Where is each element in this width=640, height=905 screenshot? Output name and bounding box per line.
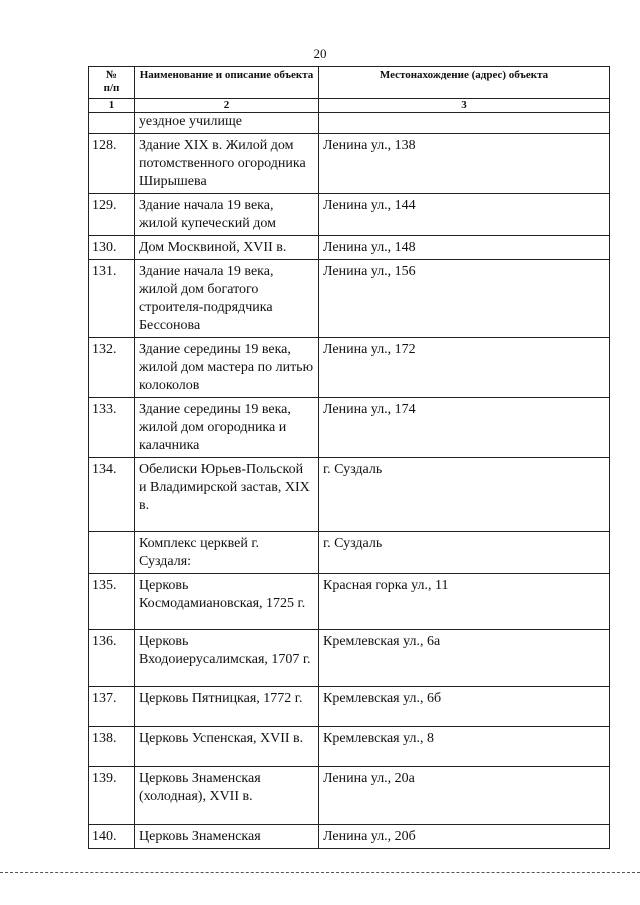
row-num: 128.: [89, 134, 135, 194]
table-row: [89, 236, 610, 260]
header-name: Наименование и описание объекта: [135, 67, 319, 99]
row-name: Церковь Космодамиановская, 1725 г.: [135, 574, 319, 630]
header-address: Местонахождение (адрес) объекта: [319, 67, 610, 99]
row-address: Ленина ул., 148: [319, 236, 610, 260]
row-address: Кремлевская ул., 6а: [319, 630, 610, 687]
table-row: [89, 113, 610, 134]
row-num: 129.: [89, 194, 135, 236]
table-row: [89, 134, 610, 194]
header-num: № п/п: [89, 67, 135, 99]
table-row: [89, 574, 610, 630]
table-row: [89, 260, 610, 338]
table-row: [89, 687, 610, 727]
row-num: 130.: [89, 236, 135, 260]
row-name: Дом Москвиной, XVII в.: [135, 236, 319, 260]
table-row: [89, 767, 610, 825]
row-num: 135.: [89, 574, 135, 630]
row-name: Здание начала 19 века, жилой купеческий дом: [135, 194, 319, 236]
row-name: Церковь Входоиерусалимская, 1707 г.: [135, 630, 319, 687]
row-name: уездное училище: [135, 113, 319, 134]
table-row: [89, 727, 610, 767]
row-address: Кремлевская ул., 8: [319, 727, 610, 767]
row-name: Здание середины 19 века, жилой дом огородника и калачника: [135, 398, 319, 458]
row-num: 132.: [89, 338, 135, 398]
row-name: Комплекс церквей г. Суздаля:: [135, 532, 319, 574]
row-num: 131.: [89, 260, 135, 338]
heritage-objects-table: [88, 66, 610, 849]
row-address: Красная горка ул., 11: [319, 574, 610, 630]
table-row: [89, 630, 610, 687]
row-address: г. Суздаль: [319, 458, 610, 532]
row-address: Ленина ул., 20б: [319, 825, 610, 849]
table-row: [89, 825, 610, 849]
row-address: Ленина ул., 174: [319, 398, 610, 458]
row-address: Ленина ул., 144: [319, 194, 610, 236]
page-bottom-divider: [0, 872, 640, 873]
row-address: Ленина ул., 156: [319, 260, 610, 338]
row-address: Ленина ул., 138: [319, 134, 610, 194]
column-number: 3: [319, 99, 610, 113]
row-name: Здание XIX в. Жилой дом потомственного огородника Ширышева: [135, 134, 319, 194]
table-row: [89, 532, 610, 574]
row-name: Церковь Знаменская (холодная), XVII в.: [135, 767, 319, 825]
row-name: Церковь Знаменская: [135, 825, 319, 849]
row-num: 139.: [89, 767, 135, 825]
row-name: Церковь Пятницкая, 1772 г.: [135, 687, 319, 727]
row-num: 138.: [89, 727, 135, 767]
row-num: [89, 113, 135, 134]
row-address: Ленина ул., 20а: [319, 767, 610, 825]
table-header-row: [89, 67, 610, 99]
column-number: 1: [89, 99, 135, 113]
row-name: Церковь Успенская, XVII в.: [135, 727, 319, 767]
table-row: [89, 458, 610, 532]
row-address: Кремлевская ул., 6б: [319, 687, 610, 727]
table-row: [89, 398, 610, 458]
table-row: [89, 338, 610, 398]
row-num: 137.: [89, 687, 135, 727]
row-num: 140.: [89, 825, 135, 849]
row-name: Здание середины 19 века, жилой дом мастера по литью колоколов: [135, 338, 319, 398]
row-num: 134.: [89, 458, 135, 532]
column-number: 2: [135, 99, 319, 113]
row-name: Здание начала 19 века, жилой дом богатого строителя-подрядчика Бессонова: [135, 260, 319, 338]
row-address: г. Суздаль: [319, 532, 610, 574]
row-address: [319, 113, 610, 134]
table-row: [89, 194, 610, 236]
row-num: [89, 532, 135, 574]
row-address: Ленина ул., 172: [319, 338, 610, 398]
row-name: Обелиски Юрьев-Польской и Владимирской застав, XIX в.: [135, 458, 319, 532]
column-number-row: [89, 99, 610, 113]
page-number: 20: [313, 46, 327, 61]
row-num: 133.: [89, 398, 135, 458]
row-num: 136.: [89, 630, 135, 687]
